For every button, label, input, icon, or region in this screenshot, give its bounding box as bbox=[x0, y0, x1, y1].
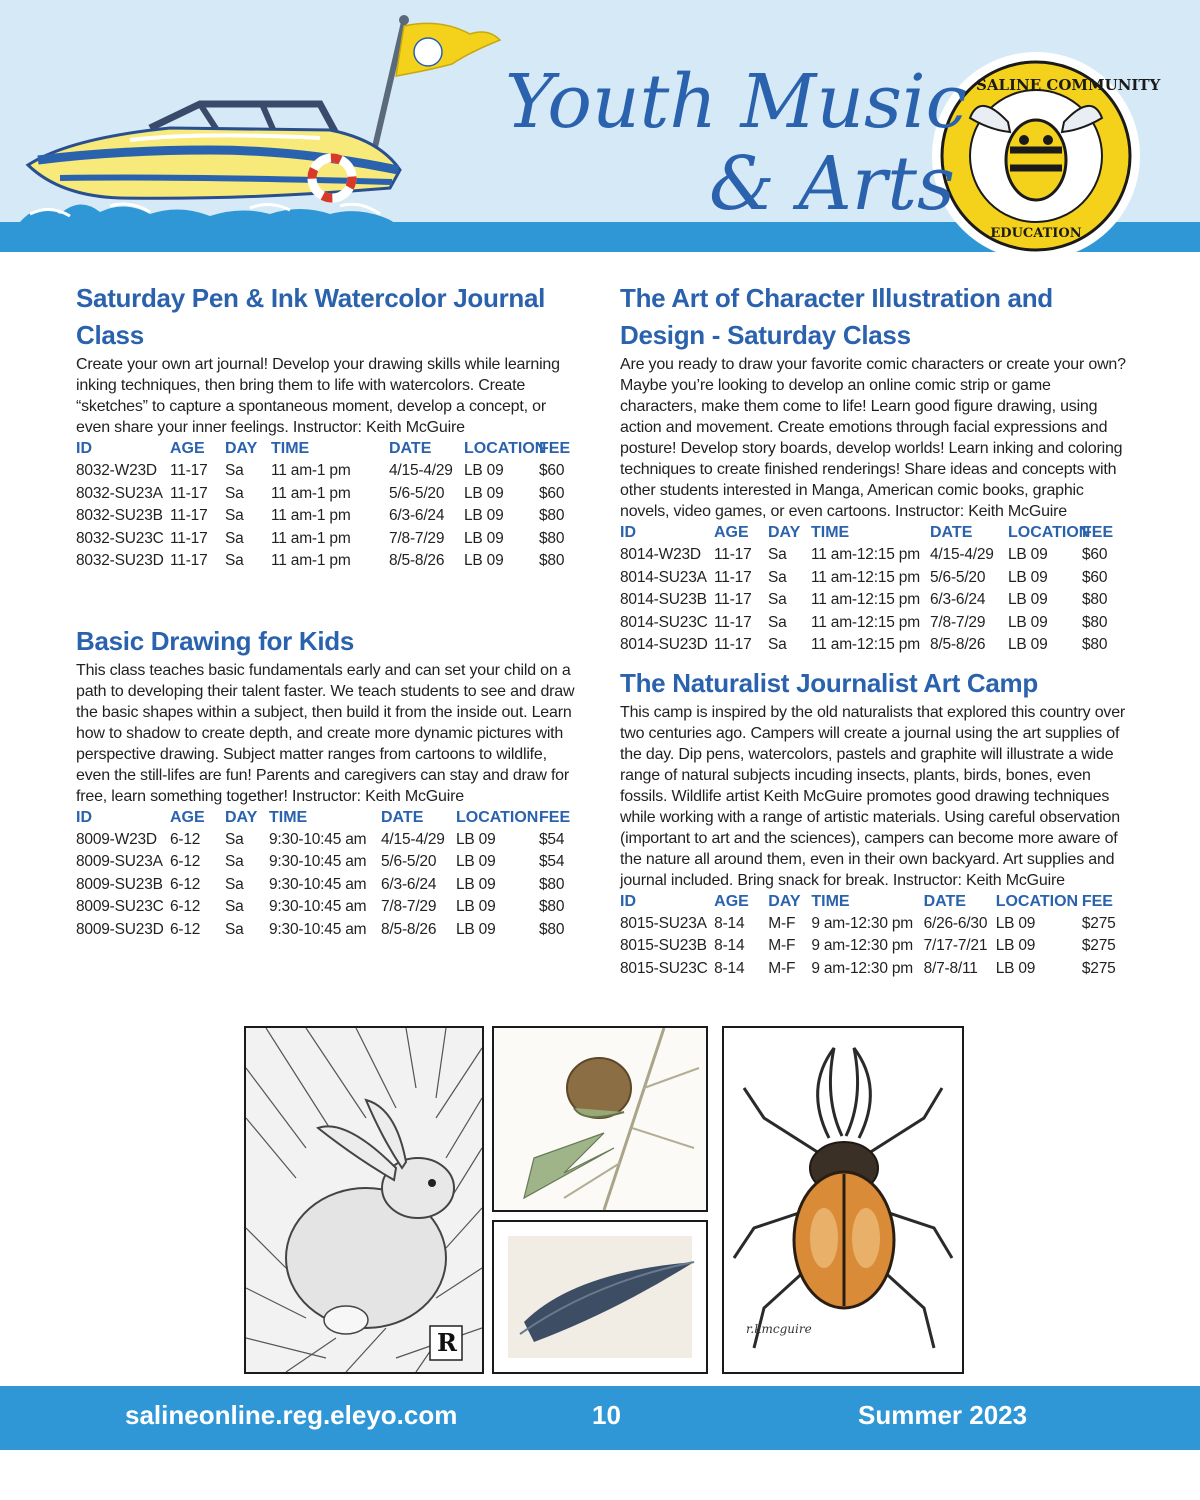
table-cell: 11-17 bbox=[170, 462, 208, 479]
table-cell: Sa bbox=[225, 898, 244, 915]
schedule-table bbox=[620, 522, 1130, 657]
table-cell: 4/15-4/29 bbox=[930, 546, 994, 563]
table-cell: $80 bbox=[539, 529, 565, 547]
table-cell: Sa bbox=[225, 462, 244, 479]
table-cell: 8014-SU23A bbox=[620, 568, 707, 586]
table-cell: LB 09 bbox=[456, 920, 496, 938]
table-cell: 6/3-6/24 bbox=[930, 591, 986, 608]
table-cell: $80 bbox=[539, 552, 565, 569]
table-cell: 11-17 bbox=[714, 636, 752, 653]
table-cell: 11 am-12:15 pm bbox=[811, 546, 920, 563]
table-cell: LB 09 bbox=[456, 853, 496, 870]
table-cell: 11-17 bbox=[714, 546, 752, 563]
class-title: The Art of Character Illustration and Design - Saturday Class bbox=[620, 283, 1053, 350]
table-cell: LB 09 bbox=[464, 552, 504, 569]
table-cell: 5/6-5/20 bbox=[389, 484, 445, 502]
table-row bbox=[620, 913, 1130, 936]
column-header: LOCATION bbox=[995, 892, 1079, 910]
table-cell: 7/17-7/21 bbox=[923, 937, 988, 954]
table-cell: 8032-W23D bbox=[76, 462, 157, 479]
logo-text-top: SALINE COMMUNITY bbox=[976, 76, 1161, 94]
table-cell: 11 am-12:15 pm bbox=[811, 591, 920, 608]
table-cell: 8/7-8/11 bbox=[923, 959, 978, 977]
table-cell: 8-14 bbox=[714, 937, 745, 954]
table-row bbox=[76, 460, 581, 483]
column-header: DAY bbox=[768, 892, 801, 910]
table-header-row bbox=[76, 438, 581, 460]
table-cell: 11 am-1 pm bbox=[271, 552, 351, 569]
table-cell: 11 am-1 pm bbox=[271, 529, 351, 547]
schedule-table bbox=[76, 807, 581, 942]
table-cell: 11 am-12:15 pm bbox=[811, 636, 920, 653]
table-cell: $275 bbox=[1081, 914, 1116, 932]
table-cell: LB 09 bbox=[456, 875, 496, 893]
column-header: ID bbox=[620, 524, 636, 541]
table-cell: Sa bbox=[768, 613, 787, 631]
table-row bbox=[76, 851, 581, 874]
table-cell: 6/3-6/24 bbox=[389, 507, 445, 524]
table-cell: 8032-SU23B bbox=[76, 507, 163, 524]
class-description: Create your own art journal! Develop your drawing skills while learning inking techniques, then bring them to life with watercolors. Create “sketches” to capture a spontaneous moment, develop a concept, or even share your inner feelings. Instructor: Keith McGuire bbox=[76, 356, 560, 436]
table-cell: Sa bbox=[768, 636, 787, 653]
table-cell: $80 bbox=[539, 507, 565, 524]
table-cell: M-F bbox=[768, 937, 796, 954]
class-description: This camp is inspired by the old naturalists that explored this country over two centuries ago. Campers will create a journal using the art supplies of the day. Dip pens, watercolors, pastels and graphite will illustrate a wide range of natural subjects incuding insects, plants, birds, bones, even fossils. Wildlife artist Keith McGuire promotes good drawing techniques while working with a range of artistic materials. Using careful observation (important to art and the sciences), campers can become more aware of the nature all around them, even in their own backyard. Art supplies and journal included. Bring snack for break. Instructor: Keith McGuire bbox=[620, 703, 1126, 889]
rabbit-drawing-image bbox=[244, 1026, 484, 1374]
table-cell: 7/8-7/29 bbox=[930, 613, 986, 631]
class-section bbox=[620, 665, 1130, 981]
column-header: LOCATION bbox=[464, 440, 547, 457]
table-cell: 9 am-12:30 pm bbox=[811, 959, 913, 977]
table-row bbox=[620, 612, 1130, 635]
table-row bbox=[620, 544, 1130, 567]
page-header bbox=[0, 0, 1200, 252]
table-cell: $60 bbox=[1082, 546, 1108, 563]
beetle-painting-image bbox=[722, 1026, 964, 1374]
table-cell: LB 09 bbox=[1008, 613, 1048, 631]
table-cell: LB 09 bbox=[995, 959, 1036, 977]
table-cell: $80 bbox=[1082, 591, 1108, 608]
table-cell: 9:30-10:45 am bbox=[269, 830, 367, 848]
page-footer bbox=[0, 1386, 1200, 1450]
page-title-line1: Youth Music bbox=[505, 59, 968, 145]
table-cell: LB 09 bbox=[995, 937, 1036, 954]
table-cell: 5/6-5/20 bbox=[930, 568, 986, 586]
table-cell: 8/5-8/26 bbox=[389, 552, 445, 569]
table-header-row bbox=[76, 807, 581, 829]
footer-season: Summer 2023 bbox=[858, 1400, 1028, 1430]
table-row bbox=[620, 589, 1130, 612]
table-cell: 9:30-10:45 am bbox=[269, 898, 367, 915]
table-row bbox=[620, 634, 1130, 657]
table-cell: 8014-SU23B bbox=[620, 591, 707, 608]
page-number: 10 bbox=[592, 1400, 621, 1430]
column-header: DAY bbox=[225, 440, 258, 457]
column-header: FEE bbox=[1082, 524, 1114, 541]
table-cell: $80 bbox=[539, 920, 565, 938]
class-description: This class teaches basic fundamentals early and can set your child on a path to developing their talent faster. We teach students to see and draw the basic shapes within a subject, then build it from the inside out. Learn how to shadow to create depth, and create more dynamic pictures with perspective drawing. Subject matter ranges from cartoons to wildlife, even the still-lifes are fun! Parents and caregivers can stay and draw for free, learn something together! Instructor: Keith McGuire bbox=[76, 661, 575, 805]
table-cell: 6/3-6/24 bbox=[381, 875, 437, 893]
table-row bbox=[76, 505, 581, 528]
table-cell: 8015-SU23B bbox=[620, 937, 707, 954]
table-cell: 5/6-5/20 bbox=[381, 853, 437, 870]
table-cell: 6/26-6/30 bbox=[923, 914, 988, 932]
table-cell: 11 am-1 pm bbox=[271, 507, 351, 524]
page-title bbox=[495, 59, 968, 232]
table-cell: 8009-SU23C bbox=[76, 898, 164, 915]
class-description: Are you ready to draw your favorite comic characters or create your own? Maybe you’re looking to develop an online comic strip or game characters, make them come to life! Learn good figure drawing, using action and movement. Create emotions through facial expressions and posture! Develop story boards, develop worlds! Learn inking and coloring techniques to create finished renderings! Share ideas and concepts with other students interested in Manga, American comic books, graphic novels, video games, or even cartoons. Instructor: Keith McGuire bbox=[620, 356, 1126, 520]
table-cell: 8009-SU23A bbox=[76, 853, 163, 870]
table-cell: LB 09 bbox=[456, 898, 496, 915]
table-cell: LB 09 bbox=[464, 484, 504, 502]
column-header: TIME bbox=[811, 524, 850, 541]
table-cell: 6-12 bbox=[170, 853, 201, 870]
table-cell: 11-17 bbox=[170, 484, 208, 502]
column-header: AGE bbox=[714, 524, 749, 541]
table-cell: Sa bbox=[225, 507, 244, 524]
footer-margin bbox=[0, 1450, 1200, 1500]
table-cell: LB 09 bbox=[995, 914, 1036, 932]
column-header: DAY bbox=[225, 808, 258, 826]
table-cell: LB 09 bbox=[1008, 636, 1048, 653]
table-cell: $60 bbox=[1082, 568, 1108, 586]
column-header: LOCATION bbox=[456, 808, 539, 826]
table-cell: Sa bbox=[225, 875, 244, 893]
table-cell: 8-14 bbox=[714, 959, 745, 977]
table-cell: 8014-SU23D bbox=[620, 636, 708, 653]
column-header: DATE bbox=[923, 892, 966, 910]
table-cell: 11 am-1 pm bbox=[271, 462, 351, 479]
column-header: DAY bbox=[768, 524, 801, 541]
table-cell: 11-17 bbox=[714, 613, 752, 631]
column-header: AGE bbox=[170, 808, 205, 826]
table-cell: 8/5-8/26 bbox=[930, 636, 986, 653]
table-cell: 8/5-8/26 bbox=[381, 920, 437, 938]
table-cell: 9 am-12:30 pm bbox=[811, 914, 913, 932]
column-header: LOCATION bbox=[1008, 524, 1091, 541]
table-cell: $60 bbox=[539, 462, 565, 479]
class-title: Basic Drawing for Kids bbox=[76, 625, 355, 656]
table-cell: Sa bbox=[225, 853, 244, 870]
table-cell: 8032-SU23C bbox=[76, 529, 164, 547]
table-cell: 4/15-4/29 bbox=[389, 462, 453, 479]
table-cell: Sa bbox=[225, 920, 244, 938]
table-cell: LB 09 bbox=[1008, 568, 1048, 586]
table-cell: 9 am-12:30 pm bbox=[811, 937, 913, 954]
table-row bbox=[620, 935, 1130, 958]
class-section bbox=[76, 280, 581, 573]
table-cell: 4/15-4/29 bbox=[381, 830, 445, 848]
table-cell: LB 09 bbox=[464, 529, 504, 547]
column-header: ID bbox=[76, 808, 92, 826]
table-row bbox=[76, 896, 581, 919]
page-title-line2: & Arts bbox=[709, 141, 955, 227]
column-header: TIME bbox=[811, 892, 850, 910]
table-cell: 11-17 bbox=[714, 568, 752, 586]
table-cell: 9:30-10:45 am bbox=[269, 875, 367, 893]
table-cell: LB 09 bbox=[456, 830, 496, 848]
table-row bbox=[76, 528, 581, 551]
table-row bbox=[76, 829, 581, 852]
table-cell: 6-12 bbox=[170, 920, 201, 938]
column-header: TIME bbox=[271, 440, 310, 457]
column-header: ID bbox=[76, 440, 92, 457]
table-cell: $54 bbox=[539, 853, 565, 870]
rabbit-monogram: R bbox=[437, 1328, 457, 1357]
table-cell: Sa bbox=[225, 484, 244, 502]
table-cell: 11-17 bbox=[170, 552, 208, 569]
table-cell: Sa bbox=[768, 568, 787, 586]
table-cell: 11 am-12:15 pm bbox=[811, 568, 920, 586]
table-cell: LB 09 bbox=[1008, 546, 1048, 563]
table-cell: 11-17 bbox=[170, 507, 208, 524]
class-title: The Naturalist Journalist Art Camp bbox=[620, 667, 1038, 698]
table-cell: 7/8-7/29 bbox=[381, 898, 437, 915]
beetle-signature: r.kmcguire bbox=[746, 1322, 812, 1336]
right-column bbox=[620, 280, 1130, 980]
table-cell: LB 09 bbox=[464, 507, 504, 524]
table-cell: 9:30-10:45 am bbox=[269, 853, 367, 870]
table-cell: 6-12 bbox=[170, 875, 201, 893]
table-header-row bbox=[620, 522, 1130, 544]
thistle-painting-image bbox=[492, 1026, 708, 1212]
table-cell: 8009-SU23B bbox=[76, 875, 163, 893]
column-header: FEE bbox=[539, 440, 571, 457]
table-cell: $275 bbox=[1081, 937, 1116, 954]
table-row bbox=[620, 958, 1130, 981]
column-header: DATE bbox=[381, 808, 424, 826]
table-cell: Sa bbox=[225, 552, 244, 569]
column-header: FEE bbox=[1081, 892, 1113, 910]
table-cell: Sa bbox=[768, 591, 787, 608]
table-cell: 8014-W23D bbox=[620, 546, 701, 563]
class-section bbox=[76, 623, 581, 942]
feather-painting-image bbox=[492, 1220, 708, 1374]
table-cell: 11 am-12:15 pm bbox=[811, 613, 920, 631]
table-cell: 8009-SU23D bbox=[76, 920, 164, 938]
table-row bbox=[76, 919, 581, 942]
table-row bbox=[620, 567, 1130, 590]
table-cell: $60 bbox=[539, 484, 565, 502]
schedule-table bbox=[620, 891, 1130, 981]
table-cell: 6-12 bbox=[170, 898, 201, 915]
table-cell: 9:30-10:45 am bbox=[269, 920, 367, 938]
table-row bbox=[76, 550, 581, 573]
table-row bbox=[76, 483, 581, 506]
table-cell: $80 bbox=[539, 898, 565, 915]
table-cell: 8015-SU23C bbox=[620, 959, 708, 977]
table-cell: 11-17 bbox=[714, 591, 752, 608]
column-header: AGE bbox=[714, 892, 749, 910]
footer-url-link[interactable]: salineonline.reg.eleyo.com bbox=[125, 1400, 458, 1430]
table-cell: $80 bbox=[1082, 613, 1108, 631]
table-cell: M-F bbox=[768, 959, 796, 977]
class-title: Saturday Pen & Ink Watercolor Journal Class bbox=[76, 283, 546, 350]
column-header: AGE bbox=[170, 440, 205, 457]
column-header: TIME bbox=[269, 808, 308, 826]
schedule-table bbox=[76, 438, 581, 573]
table-cell: Sa bbox=[225, 830, 244, 848]
column-header: FEE bbox=[539, 808, 571, 826]
table-cell: LB 09 bbox=[464, 462, 504, 479]
table-cell: 11 am-1 pm bbox=[271, 484, 351, 502]
logo-text-bottom: EDUCATION bbox=[990, 226, 1082, 241]
table-cell: $80 bbox=[539, 875, 565, 893]
table-cell: Sa bbox=[768, 546, 787, 563]
column-header: DATE bbox=[389, 440, 432, 457]
table-cell: 8032-SU23D bbox=[76, 552, 164, 569]
table-cell: 8-14 bbox=[714, 914, 745, 932]
table-cell: $54 bbox=[539, 830, 565, 848]
table-header-row bbox=[620, 891, 1130, 913]
table-cell: Sa bbox=[225, 529, 244, 547]
left-column bbox=[76, 280, 581, 941]
table-cell: 8014-SU23C bbox=[620, 613, 708, 631]
table-cell: 6-12 bbox=[170, 830, 201, 848]
table-cell: 11-17 bbox=[170, 529, 208, 547]
table-cell: 8032-SU23A bbox=[76, 484, 163, 502]
class-section bbox=[620, 280, 1130, 657]
table-cell: 8015-SU23A bbox=[620, 914, 707, 932]
table-row bbox=[76, 874, 581, 897]
table-cell: M-F bbox=[768, 914, 796, 932]
table-cell: 8009-W23D bbox=[76, 830, 157, 848]
table-cell: $80 bbox=[1082, 636, 1108, 653]
table-cell: $275 bbox=[1081, 959, 1116, 977]
column-header: DATE bbox=[930, 524, 973, 541]
column-header: ID bbox=[620, 892, 636, 910]
table-cell: 7/8-7/29 bbox=[389, 529, 445, 547]
table-cell: LB 09 bbox=[1008, 591, 1048, 608]
